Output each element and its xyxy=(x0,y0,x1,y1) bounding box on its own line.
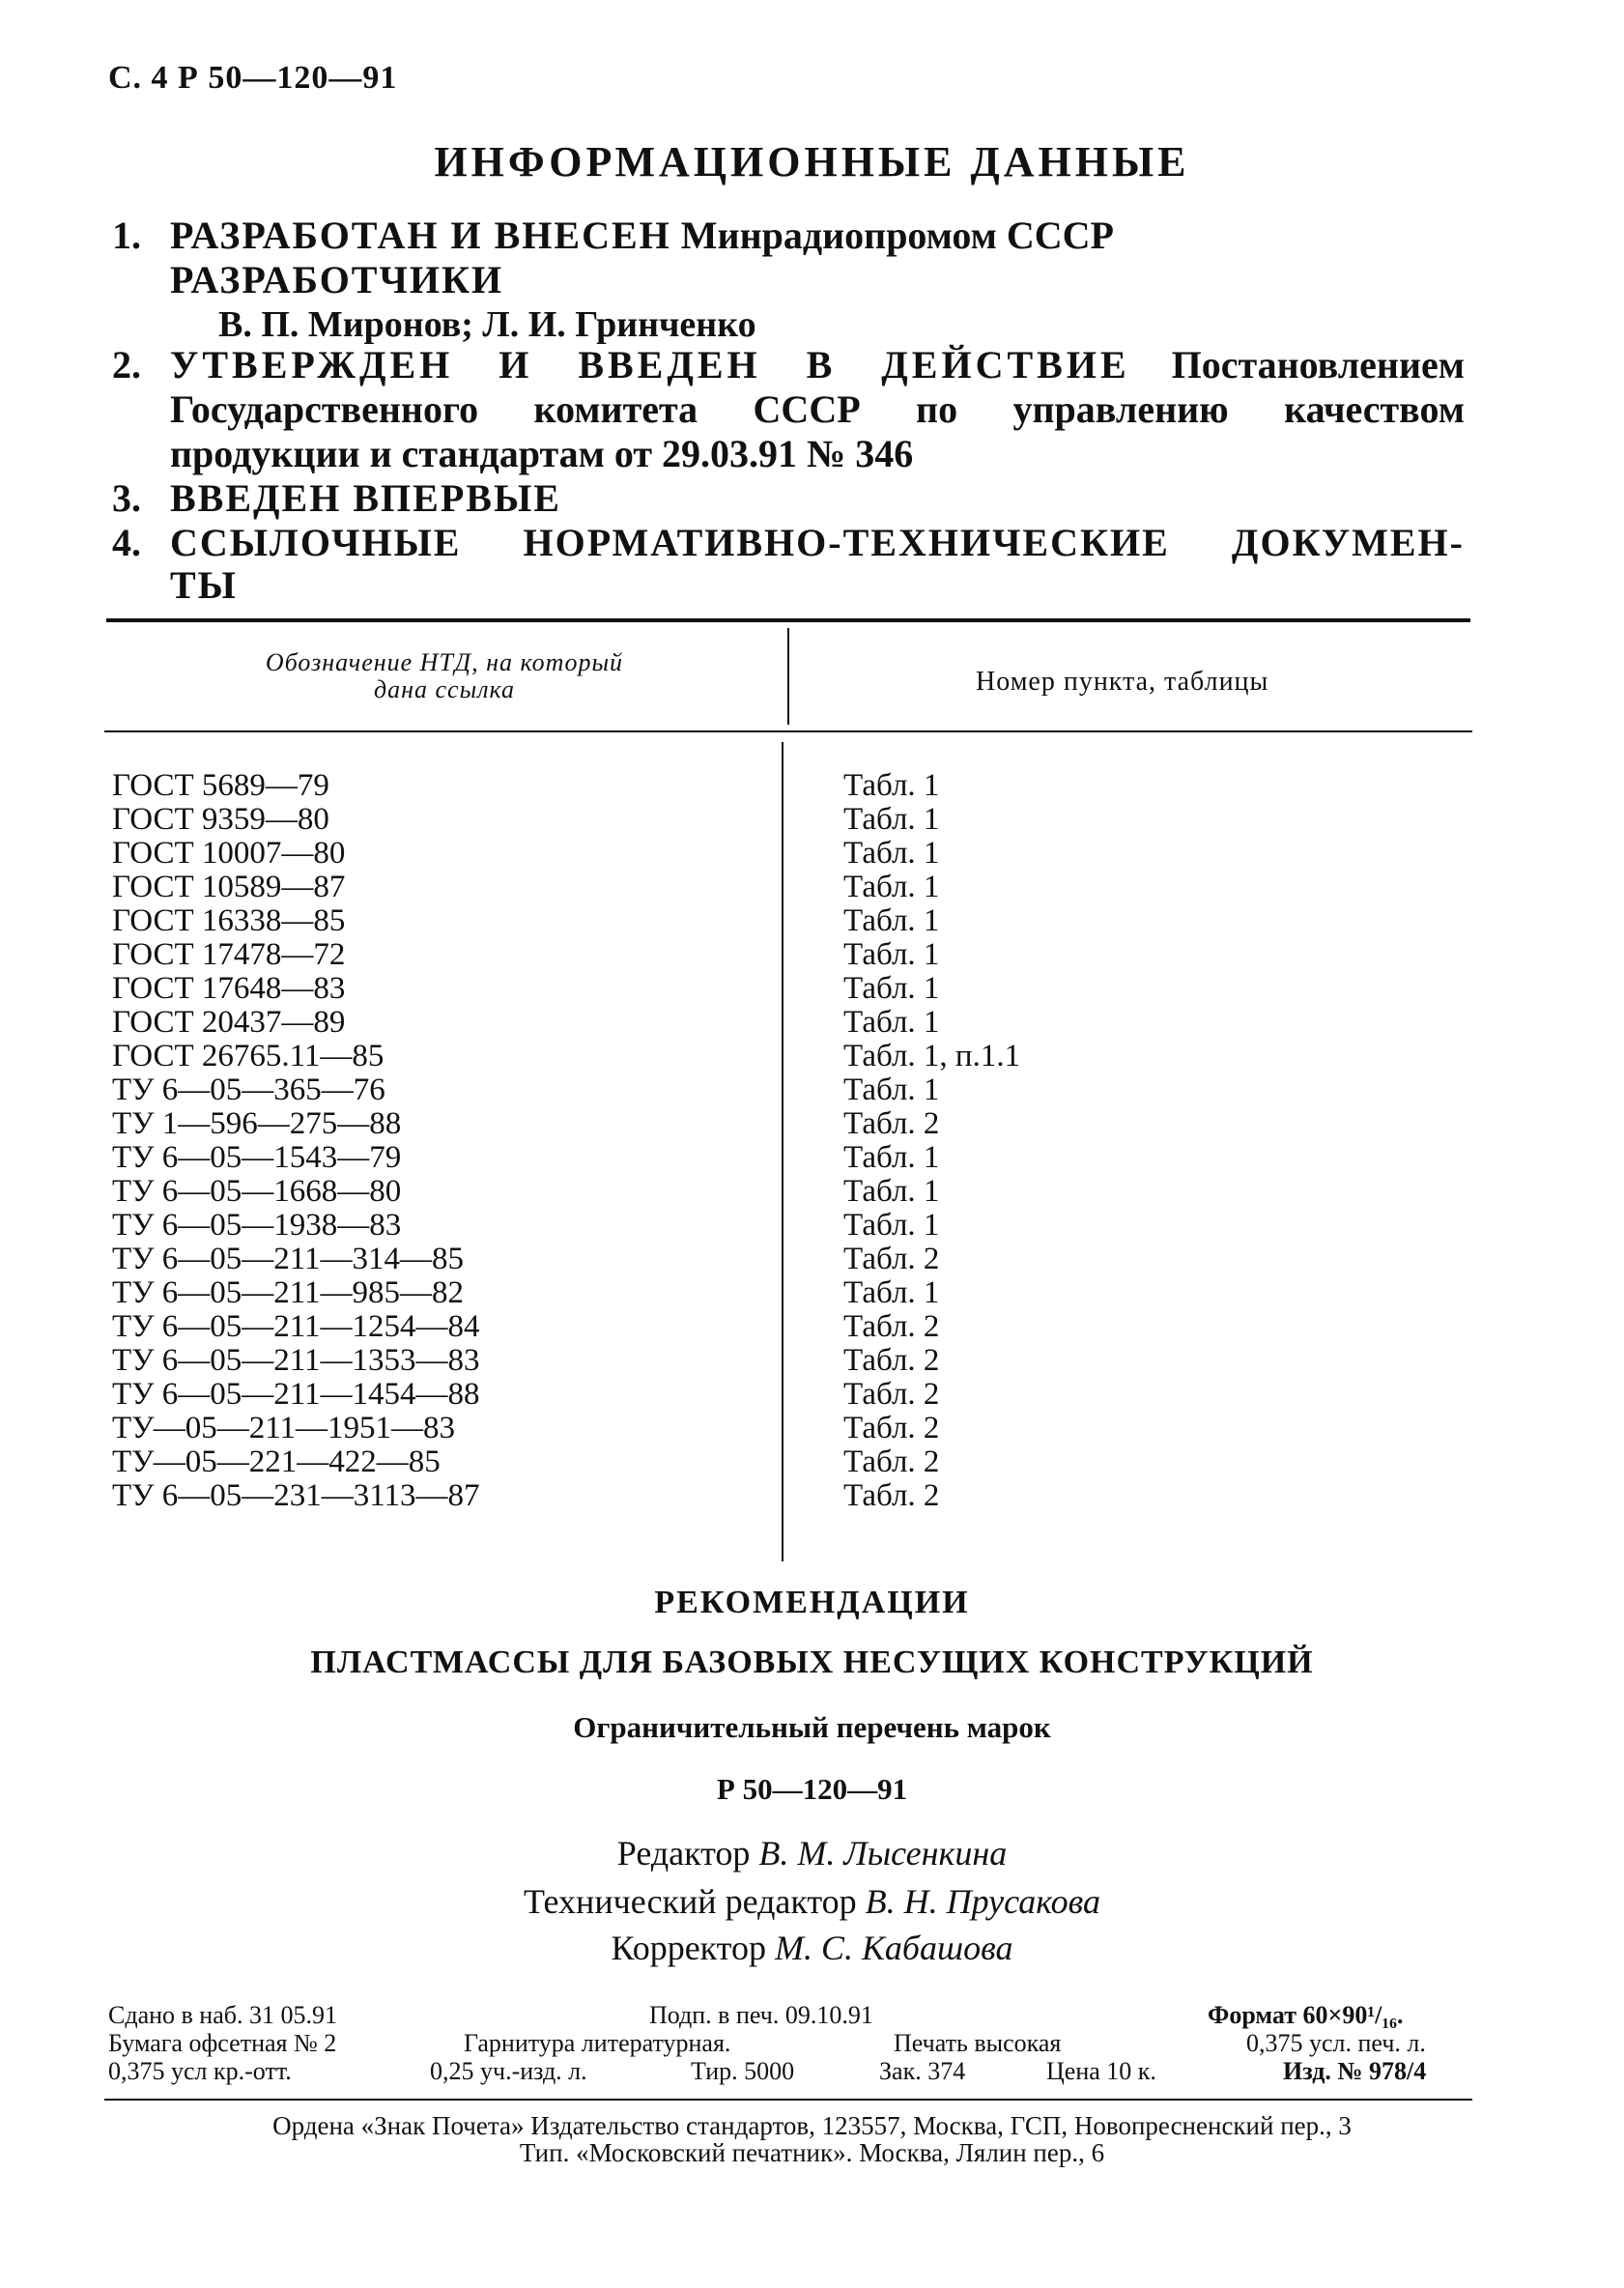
table-row: Табл. 1 xyxy=(843,1174,940,1209)
section-number: 1. xyxy=(112,214,141,257)
table-row: ТУ—05—221—422—85 xyxy=(112,1444,441,1479)
table-row: ГОСТ 10589—87 xyxy=(112,870,346,904)
section-heading: ТЫ xyxy=(170,563,238,607)
table-row: ТУ—05—211—1951—83 xyxy=(112,1411,455,1445)
table-row: ТУ 6—05—211—314—85 xyxy=(112,1242,465,1276)
staff-editor: Редактор В. М. Лысенкина xyxy=(616,1834,1008,1873)
table-row: ТУ 6—05—1543—79 xyxy=(112,1140,402,1175)
printer-line: Ордена «Знак Почета» Издательство стандартов, 123557, Москва, ГСП, Новопресненский пер., 3 xyxy=(272,2111,1352,2140)
page-header: С. 4 Р 50—120—91 xyxy=(108,60,398,96)
table-row: Табл. 2 xyxy=(843,1309,940,1344)
table-header-designation: Обозначение НТД, на который дана ссылка xyxy=(265,648,624,703)
section-text: Постановлением xyxy=(1171,343,1466,386)
imprint-printing: Печать высокая xyxy=(894,2029,1062,2057)
table-row: Табл. 1 xyxy=(843,1005,940,1040)
publication-name: ПЛАСТМАССЫ ДЛЯ БАЗОВЫХ НЕСУЩИХ КОНСТРУКЦИЙ xyxy=(310,1644,1314,1680)
table-row: Табл. 1 xyxy=(843,1275,940,1310)
developers-names: В. П. Миронов; Л. И. Гринченко xyxy=(218,304,756,345)
section-text: Минрадиопромом СССР xyxy=(680,214,1114,257)
publication-subtitle: Ограничительный перечень марок xyxy=(573,1710,1051,1744)
table-row: Табл. 2 xyxy=(843,1343,940,1378)
table-row: ТУ 6—05—365—76 xyxy=(112,1072,385,1107)
section-heading: ВВЕДЕН ВПЕРВЫЕ xyxy=(170,476,561,520)
table-row: ГОСТ 20437—89 xyxy=(112,1005,346,1040)
publication-type: РЕКОМЕНДАЦИИ xyxy=(654,1585,970,1620)
imprint-price: Цена 10 к. xyxy=(1046,2057,1156,2085)
table-row: ТУ 6—05—1668—80 xyxy=(112,1174,402,1209)
section-text: продукции и стандартам от 29.03.91 № 346 xyxy=(170,432,914,475)
table-row: Табл. 2 xyxy=(843,1478,940,1513)
imprint-typeface: Гарнитура литературная. xyxy=(464,2029,731,2057)
imprint-format: Формат 60×90¹/₁₆. xyxy=(1208,2001,1404,2029)
table-row: Табл. 1 xyxy=(843,768,940,803)
table-row: ГОСТ 9359—80 xyxy=(112,802,329,837)
table-row: Табл. 1 xyxy=(843,1072,940,1107)
table-row: Табл. 1 xyxy=(843,1140,940,1175)
table-row: Табл. 2 xyxy=(843,1242,940,1276)
table-row: Табл. 1 xyxy=(843,870,940,904)
printer-line: Тип. «Московский печатник». Москва, Лялин пер., 6 xyxy=(519,2138,1105,2167)
developers-heading: РАЗРАБОТЧИКИ xyxy=(170,258,504,301)
table-row: Табл. 1 xyxy=(843,903,940,938)
imprint-signed: Подп. в печ. 09.10.91 xyxy=(649,2001,873,2029)
table-row: ТУ 1—596—275—88 xyxy=(112,1106,402,1141)
table-row: Табл. 2 xyxy=(843,1106,940,1141)
section-heading: ССЫЛОЧНЫЕ НОРМАТИВНО-ТЕХНИЧЕСКИЕ ДОКУМЕН- xyxy=(170,521,1465,564)
table-row: Табл. 1 xyxy=(843,937,940,972)
section-heading: РАЗРАБОТАН И ВНЕСЕН xyxy=(170,214,671,257)
table-row: Табл. 2 xyxy=(843,1377,940,1412)
table-row: ГОСТ 10007—80 xyxy=(112,836,346,871)
table-row: ТУ 6—05—211—1454—88 xyxy=(112,1377,480,1412)
section-number: 3. xyxy=(112,476,141,520)
table-row: ТУ 6—05—211—1254—84 xyxy=(112,1309,480,1344)
section-number: 2. xyxy=(112,343,141,386)
imprint-sheets: 0,375 усл. печ. л. xyxy=(1246,2029,1426,2057)
imprint-rule xyxy=(104,2099,1472,2101)
staff-proofreader: Корректор М. С. Кабашова xyxy=(611,1929,1013,1967)
section-number: 4. xyxy=(112,521,141,564)
table-row: ГОСТ 16338—85 xyxy=(112,903,346,938)
table-row: ГОСТ 17648—83 xyxy=(112,971,346,1006)
imprint-order: Зак. 374 xyxy=(879,2057,966,2085)
table-row: Табл. 1 xyxy=(843,836,940,871)
table-row: ТУ 6—05—1938—83 xyxy=(112,1208,402,1243)
table-header-clause: Номер пункта, таблицы xyxy=(976,667,1269,697)
table-row: Табл. 2 xyxy=(843,1444,940,1479)
table-row: Табл. 1 xyxy=(843,971,940,1006)
section-heading: УТВЕРЖДЕН И ВВЕДЕН В ДЕЙСТВИЕ xyxy=(170,343,1130,386)
table-row: Табл. 2 xyxy=(843,1411,940,1445)
table-row: Табл. 1, п.1.1 xyxy=(843,1039,1021,1073)
table-row: ГОСТ 17478—72 xyxy=(112,937,346,972)
imprint-paper: Бумага офсетная № 2 xyxy=(108,2029,337,2057)
table-row: ТУ 6—05—231—3113—87 xyxy=(112,1478,480,1513)
table-row: ТУ 6—05—211—1353—83 xyxy=(112,1343,480,1378)
section-text: Государственного комитета СССР по управлению качеством xyxy=(170,387,1465,431)
staff-technical-editor: Технический редактор В. Н. Прусакова xyxy=(523,1882,1101,1921)
table-row: ГОСТ 26765.11—85 xyxy=(112,1039,385,1073)
publication-code: Р 50—120—91 xyxy=(716,1772,908,1806)
imprint-color-prints: 0,375 усл кр.-отт. xyxy=(108,2057,292,2085)
page-title: ИНФОРМАЦИОННЫЕ ДАННЫЕ xyxy=(434,138,1190,186)
imprint-run: Тир. 5000 xyxy=(691,2057,795,2085)
imprint-submitted: Сдано в наб. 31 05.91 xyxy=(108,2001,337,2029)
imprint-edition: Изд. № 978/4 xyxy=(1283,2057,1427,2085)
table-row: Табл. 1 xyxy=(843,802,940,837)
table-row: ГОСТ 5689—79 xyxy=(112,768,329,803)
table-row: Табл. 1 xyxy=(843,1208,940,1243)
table-row: ТУ 6—05—211—985—82 xyxy=(112,1275,465,1310)
imprint-publishing-sheets: 0,25 уч.-изд. л. xyxy=(430,2057,587,2085)
